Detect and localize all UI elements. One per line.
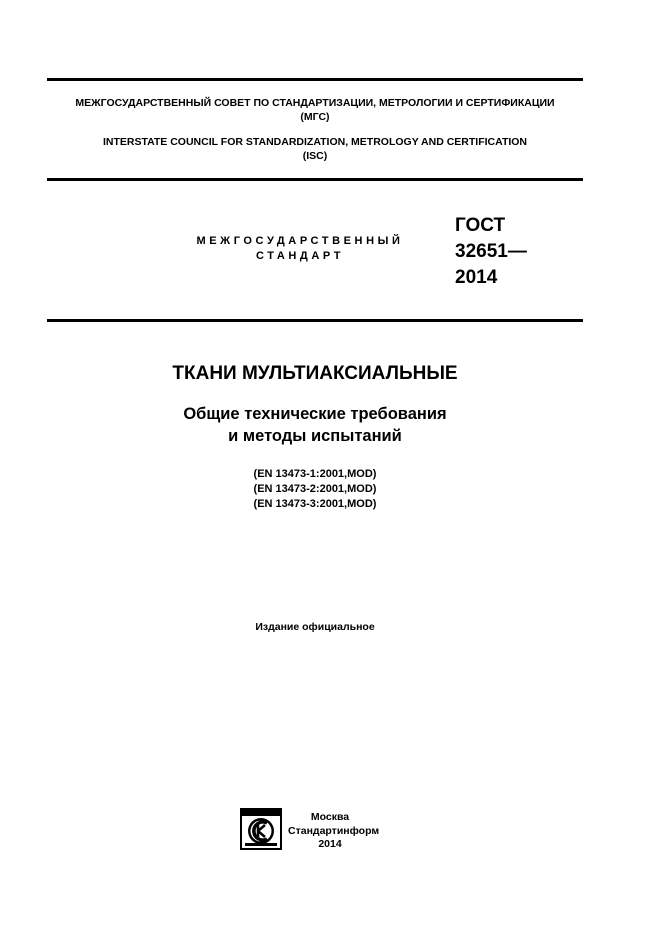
standard-kind-line-1: МЕЖГОСУДАРСТВЕННЫЙ [196,235,404,247]
council-ru-line-2: (МГС) [300,111,330,123]
gost-label: ГОСТ [455,215,506,236]
council-name-ru [47,96,583,124]
council-en-line-2: (ISC) [302,150,328,162]
publisher-year: 2014 [318,838,342,850]
gost-number: 32651— [455,241,527,262]
standard-kind [150,234,450,264]
council-ru-line-1: МЕЖГОСУДАРСТВЕННЫЙ СОВЕТ ПО СТАНДАРТИЗАЦИИ, МЕТРОЛОГИИ И СЕРТИФИКАЦИИ [75,97,555,109]
document-title: ТКАНИ МУЛЬТИАКСИАЛЬНЫЕ [172,363,458,384]
council-en-line-1: INTERSTATE COUNCIL FOR STANDARDIZATION, METROLOGY AND CERTIFICATION [102,136,528,148]
standard-kind-line-2: СТАНДАРТ [255,250,345,262]
gost-year: 2014 [455,267,498,288]
standartinform-logo-icon [240,808,282,850]
middle-rule [47,178,583,181]
publisher-name: Стандартинформ [288,824,380,837]
edition-note: Издание официальное [255,621,375,633]
reference-item: (EN 13473-3:2001,MOD) [253,498,377,510]
gost-designation [455,213,527,291]
bottom-rule [47,319,583,322]
document-subtitle [47,403,583,447]
reference-item: (EN 13473-2:2001,MOD) [253,483,377,495]
council-name-en [47,135,583,163]
top-rule [47,78,583,81]
subtitle-line-1: Общие технические требования [183,405,447,423]
publisher-block [288,811,380,852]
subtitle-line-2: и методы испытаний [228,427,402,445]
standard-references [47,467,583,512]
reference-item: (EN 13473-1:2001,MOD) [253,468,377,480]
publisher-city: Москва [310,811,350,823]
